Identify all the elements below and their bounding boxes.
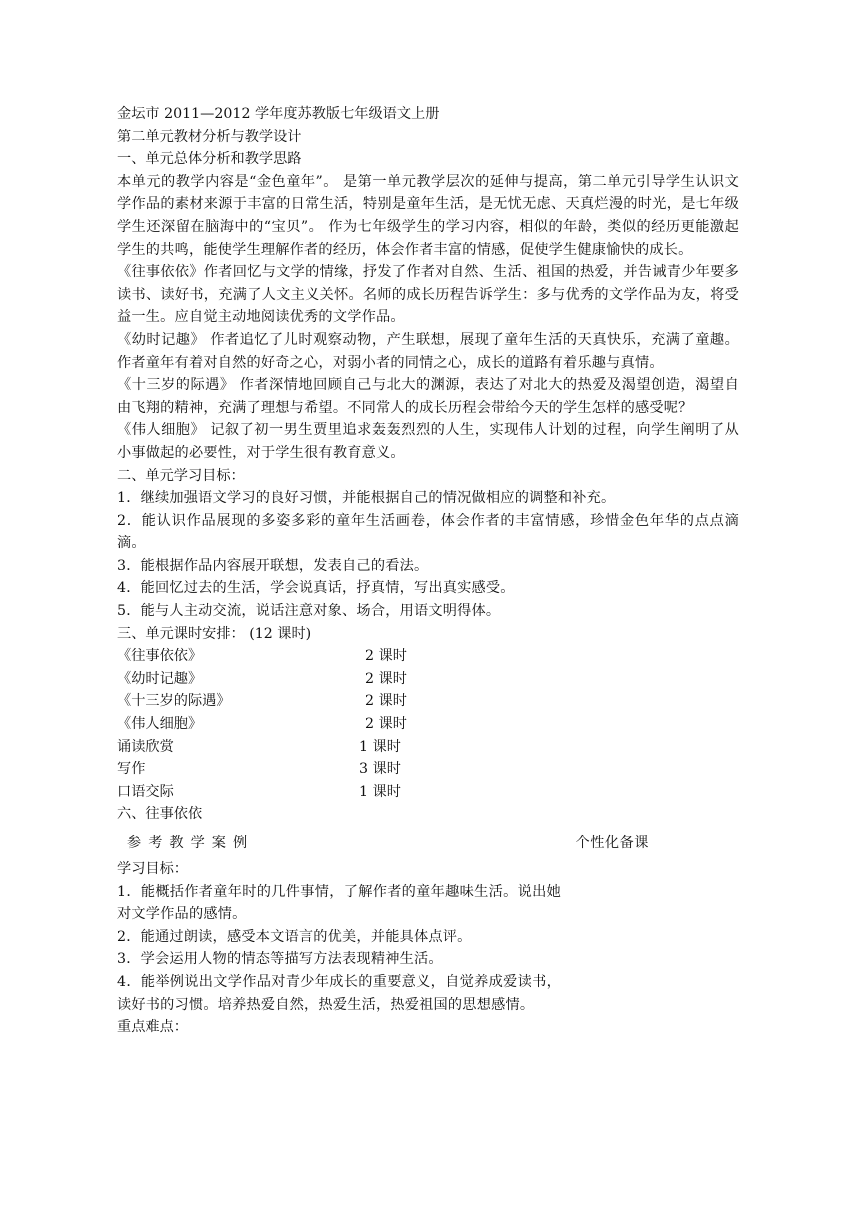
section2-goal: 4．能回忆过去的生活，学会说真话，抒真情，写出真实感受。 xyxy=(117,580,515,597)
objective-item: 1．能概括作者童年时的几件事情，了解作者的童年趣味生活。说出她对文学作品的感情。 xyxy=(117,883,561,923)
section2-goal: 5．能与人主动交流，说话注意对象、场合，用语文明得体。 xyxy=(117,603,501,620)
schedule-lesson-name: 《往事依依》 xyxy=(117,648,203,665)
schedule-row xyxy=(117,713,739,736)
schedule-lesson-hours: 2 课时 xyxy=(365,716,407,733)
section6-heading: 六、往事依依 xyxy=(117,806,203,823)
schedule-row xyxy=(117,736,739,759)
schedule-lesson-name: 《伟人细胞》 xyxy=(117,716,203,733)
schedule-lesson-hours: 1 课时 xyxy=(359,738,401,755)
reference-case-label: 参考教学案例 xyxy=(127,835,255,851)
schedule-row xyxy=(117,668,739,691)
personalized-prep-label: 个性化备课 xyxy=(575,835,649,851)
objective-item: 3．学会运用人物的情态等描写方法表现精神生活。 xyxy=(117,951,443,968)
section2-heading: 二、单元学习目标： xyxy=(117,467,245,484)
section2-goal: 1．继续加强语文学习的良好习惯，并能根据自己的情况做相应的调整和补充。 xyxy=(117,490,616,507)
section1-paragraph-youshi: 《幼时记趣》 作者追忆了儿时观察动物，产生联想，展现了童年生活的天真快乐，充满了童趣。作者童年有着对自然的好奇之心，对弱小者的同情之心，成长的道路有着乐趣与真情。 xyxy=(117,331,739,371)
section1-paragraph-weiren: 《伟人细胞》 记叙了初一男生贾里追求轰轰烈烈的人生，实现伟人计划的过程，向学生阐明了从小事做起的必要性，对于学生很有教育意义。 xyxy=(117,422,739,461)
schedule-row xyxy=(117,690,739,713)
schedule-lesson-name: 《幼时记趣》 xyxy=(117,670,203,687)
schedule-lesson-name: 写作 xyxy=(117,761,146,778)
lesson-plan-column xyxy=(117,858,561,1039)
schedule-row xyxy=(117,645,739,668)
section1-intro-paragraph: 本单元的教学内容是“金色童年”。 是第一单元教学层次的延伸与提高，第二单元引导学生认识文学作品的素材来源于丰富的日常生活，特别是童年生活，是无忧无虑、天真烂漫的时光，是七年级学生还深留在脑海中的“宝贝”。 作为七年级学生的学习内容，相似的年龄，类似的经历更能激起学生的共鸣，能使学生理解作者的经历，体会作者丰富的情感，促使学生健康愉快的成长。 xyxy=(117,173,739,258)
section1-paragraph-wangshi: 《往事依依》作者回忆与文学的情缘，抒发了作者对自然、生活、祖国的热爱，并告诫青少年要多读书、读好书，充满了人文主义关怀。名师的成长历程告诉学生：多与优秀的文学作品为友，将受益一生。应自觉主动地阅读优秀的文学作品。 xyxy=(117,264,739,326)
schedule-lesson-hours: 2 课时 xyxy=(365,670,407,687)
schedule-lesson-hours: 2 课时 xyxy=(365,693,407,710)
section3-heading: 三、单元课时安排： (12 课时) xyxy=(117,625,312,642)
key-points-heading: 重点难点： xyxy=(117,1019,188,1036)
section2-goal: 2．能认识作品展现的多姿多彩的童年生活画卷，体会作者的丰富情感，珍惜金色年华的点点滴滴。 xyxy=(117,512,739,552)
schedule-lesson-name: 口语交际 xyxy=(117,783,174,800)
objective-item: 4．能举例说出文学作品对青少年成长的重要意义，自觉养成爱读书，读好书的习惯。培养热爱自然，热爱生活，热爱祖国的思想感情。 xyxy=(117,973,561,1013)
document-body xyxy=(117,103,739,1039)
section1-paragraph-shisansui: 《十三岁的际遇》 作者深情地回顾自己与北大的渊源，表达了对北大的热爱及渴望创造，渴望自由飞翔的精神，充满了理想与希望。不同常人的成长历程会带给今天的学生怎样的感受呢？ xyxy=(117,377,739,416)
schedule-row xyxy=(117,758,739,781)
schedule-lesson-hours: 2 课时 xyxy=(365,648,407,665)
schedule-lesson-hours: 3 课时 xyxy=(359,761,401,778)
schedule-lesson-hours: 1 课时 xyxy=(359,783,401,800)
section1-heading: 一、单元总体分析和教学思路 xyxy=(117,151,302,168)
schedule-row xyxy=(117,781,739,804)
document-title-line1: 金坛市 2011—2012 学年度苏教版七年级语文上册 xyxy=(117,106,440,122)
objectives-heading: 学习目标： xyxy=(117,861,188,877)
document-title-line2: 第二单元教材分析与教学设计 xyxy=(117,128,302,145)
section2-goal: 3．能根据作品内容展开联想，发表自己的看法。 xyxy=(117,557,429,574)
schedule-lesson-name: 《十三岁的际遇》 xyxy=(117,693,231,710)
schedule-lesson-name: 诵读欣赏 xyxy=(117,738,174,755)
reference-case-header xyxy=(117,826,739,858)
objective-item: 2．能通过朗读，感受本文语言的优美，并能具体点评。 xyxy=(117,928,472,945)
